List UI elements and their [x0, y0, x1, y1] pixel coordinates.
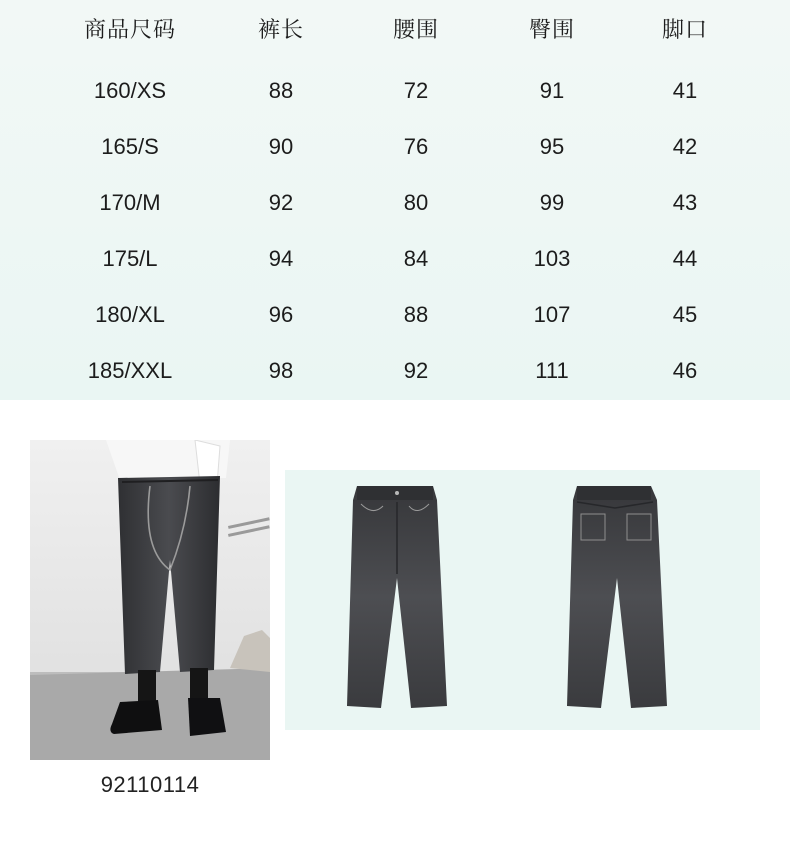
length-cell: 96	[268, 302, 294, 327]
size-table-header	[0, 3, 790, 59]
table-row	[0, 63, 790, 119]
table-row	[0, 343, 790, 399]
hip-cell: 91	[539, 78, 565, 103]
jeans-back	[567, 486, 667, 708]
table-row	[0, 175, 790, 231]
size-table	[0, 0, 790, 400]
waist-cell: 88	[403, 302, 429, 327]
product-code: 92110114	[100, 772, 200, 797]
table-row	[0, 287, 790, 343]
waist-cell: 72	[403, 78, 429, 103]
size-cell: 160/XS	[93, 78, 167, 103]
hem-cell: 43	[672, 190, 698, 215]
hem-cell: 44	[672, 246, 698, 271]
hip-cell: 107	[533, 302, 571, 327]
length-cell: 94	[268, 246, 294, 271]
header-hem: 脚口	[661, 18, 709, 43]
waist-cell: 76	[403, 134, 429, 159]
hip-cell: 103	[533, 246, 571, 271]
hip-cell: 99	[539, 190, 565, 215]
size-cell: 180/XL	[95, 302, 165, 327]
jeans-front	[347, 486, 447, 708]
product-flat-panel	[285, 470, 760, 730]
hem-cell: 46	[672, 358, 698, 383]
hem-cell: 41	[672, 78, 698, 103]
waist-cell: 92	[403, 358, 429, 383]
length-cell: 88	[268, 78, 294, 103]
model-photo	[30, 440, 270, 760]
hem-cell: 42	[672, 134, 698, 159]
waist-cell: 80	[403, 190, 429, 215]
table-row	[0, 119, 790, 175]
length-cell: 98	[268, 358, 294, 383]
size-cell: 175/L	[102, 246, 158, 271]
hem-cell: 45	[672, 302, 698, 327]
table-row	[0, 231, 790, 287]
header-size: 商品尺码	[83, 18, 177, 43]
waist-cell: 84	[403, 246, 429, 271]
header-waist: 腰围	[392, 18, 440, 43]
size-cell: 170/M	[99, 190, 161, 215]
hip-cell: 95	[539, 134, 565, 159]
size-cell: 185/XXL	[87, 358, 173, 383]
length-cell: 90	[268, 134, 294, 159]
header-hip: 臀围	[528, 18, 576, 43]
hip-cell: 111	[535, 358, 569, 383]
size-cell: 165/S	[101, 134, 159, 159]
header-length: 裤长	[257, 18, 305, 43]
model-illustration	[30, 440, 270, 760]
jeans-front-back-illustration	[285, 470, 760, 730]
length-cell: 92	[268, 190, 294, 215]
